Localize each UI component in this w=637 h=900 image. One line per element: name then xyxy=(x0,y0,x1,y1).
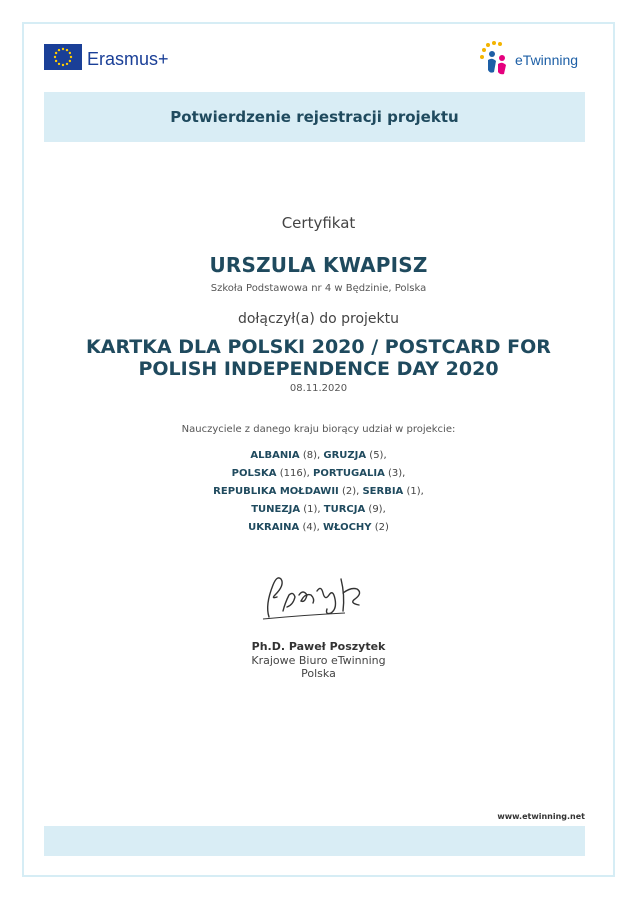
recipient-name: URSZULA KWAPISZ xyxy=(209,253,428,277)
country-count: (2) xyxy=(371,522,389,533)
country-name: PORTUGALIA xyxy=(313,468,385,479)
country-name: UKRAINA xyxy=(248,522,300,533)
project-title-line-1: KARTKA DLA POLSKI 2020 / POSTCARD FOR xyxy=(86,336,551,358)
country-name: REPUBLIKA MOŁDAWII xyxy=(213,486,339,497)
project-title-line-2: POLISH INDEPENDENCE DAY 2020 xyxy=(138,358,499,380)
erasmus-logo xyxy=(44,44,184,74)
country-count: (2) xyxy=(338,486,357,497)
country-separator: , xyxy=(383,450,387,461)
country-count: (3) xyxy=(384,468,403,479)
country-separator: , xyxy=(356,486,363,497)
etwinning-wordmark: eTwinning xyxy=(515,52,579,68)
header-band xyxy=(44,92,585,142)
country-list xyxy=(44,447,593,537)
country-separator: , xyxy=(402,468,406,479)
country-count: (116) xyxy=(276,468,307,479)
country-name: GRUZJA xyxy=(323,450,367,461)
signatory-name: Ph.D. Paweł Poszytek xyxy=(251,640,386,653)
country-line xyxy=(44,501,593,519)
country-separator: , xyxy=(420,486,424,497)
project-title xyxy=(44,336,593,380)
footer-band xyxy=(44,826,585,856)
joined-text: dołączył(a) do projektu xyxy=(237,311,400,327)
country-name: WŁOCHY xyxy=(322,522,372,533)
country-separator: , xyxy=(317,450,324,461)
country-line xyxy=(44,447,593,465)
signatory-country: Polska xyxy=(301,667,336,680)
certificate-label: Certyfikat xyxy=(281,214,356,232)
certificate-heading: Potwierdzenie rejestracji projektu xyxy=(170,108,459,126)
erasmus-wordmark: Erasmus+ xyxy=(87,49,169,69)
project-date: 08.11.2020 xyxy=(289,383,348,394)
country-count: (5) xyxy=(366,450,384,461)
country-count: (4) xyxy=(299,522,317,533)
country-separator: , xyxy=(316,522,323,533)
signatory-organization: Krajowe Biuro eTwinning xyxy=(251,654,386,667)
signature-image xyxy=(255,565,375,625)
country-name: TUNEZJA xyxy=(251,504,301,515)
country-name: SERBIA xyxy=(362,486,404,497)
eu-flag-icon xyxy=(44,44,82,70)
recipient-school: Szkoła Podstawowa nr 4 w Będzinie, Polska xyxy=(210,283,427,294)
country-name: POLSKA xyxy=(231,468,277,479)
etwinning-logo-icon xyxy=(478,40,514,78)
country-line xyxy=(44,519,593,537)
country-count: (1) xyxy=(403,486,421,497)
country-separator: , xyxy=(317,504,324,515)
etwinning-logo xyxy=(478,40,590,78)
country-count: (1) xyxy=(300,504,318,515)
country-line xyxy=(44,465,593,483)
country-line xyxy=(44,483,593,501)
country-name: TURCJA xyxy=(323,504,366,515)
footer-website: www.etwinning.net xyxy=(497,812,585,821)
teachers-label: Nauczyciele z danego kraju biorący udział w projekcie: xyxy=(181,424,456,435)
country-count: (9) xyxy=(365,504,383,515)
country-name: ALBANIA xyxy=(250,450,300,461)
country-count: (8) xyxy=(299,450,317,461)
country-separator: , xyxy=(382,504,386,515)
country-separator: , xyxy=(306,468,313,479)
